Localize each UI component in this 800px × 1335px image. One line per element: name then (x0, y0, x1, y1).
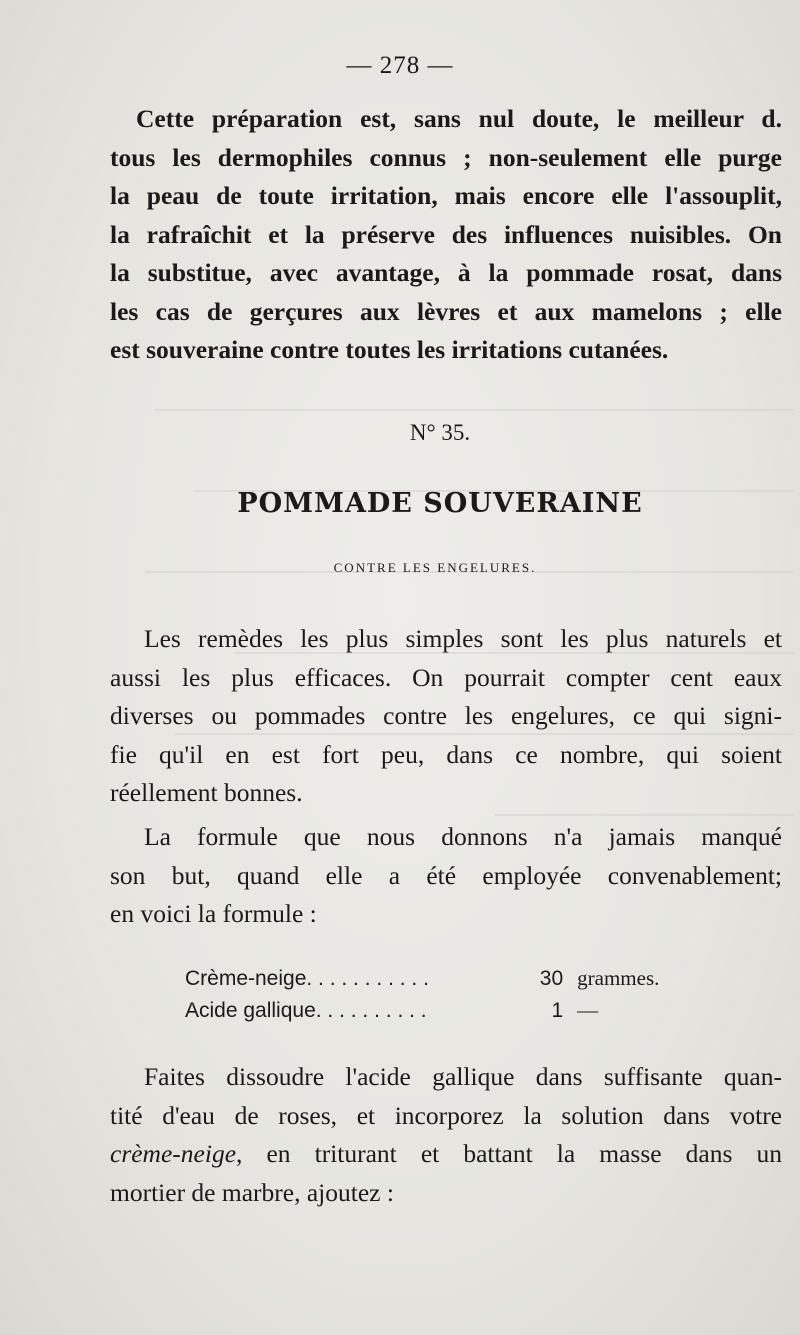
intro-line: les cas de gerçures aux lèvres et aux mamelons ; elle (110, 296, 782, 326)
paragraph-line: aussi les plus efficaces. On pourrait compter cent eaux (110, 662, 782, 692)
ingredient-row (185, 966, 745, 998)
intro-line: est souveraine contre toutes les irritations cutanées. (110, 335, 669, 364)
paragraph-line: Les remèdes les plus simples sont les plus naturels et (144, 624, 782, 653)
intro-line: Cette préparation est, sans nul doute, le meilleur d. (136, 104, 782, 133)
paragraph-line: son but, quand elle a été employée convenablement; (110, 860, 782, 890)
ingredient-name: Crème-neige. . . . . . . . . . . (185, 967, 429, 990)
paragraph-line: tité d'eau de roses, et incorporez la solution dans votre (110, 1100, 782, 1130)
italic-term: crème-neige (110, 1139, 237, 1168)
intro-line: la substitue, avec avantage, à la pommade rosat, dans (110, 258, 782, 287)
recipe-subtitle: CONTRE LES ENGELURES. (333, 560, 537, 575)
ingredient-unit: — (577, 998, 599, 1022)
ingredient-quantity: 1 (551, 999, 564, 1022)
ingredient-row (185, 998, 745, 1030)
intro-line: la rafraîchit et la préserve des influences nuisibles. On (110, 219, 782, 249)
paragraph-remedies (110, 620, 782, 813)
paragraph-line: diverses ou pommades contre les engelures, ce qui signi- (110, 701, 782, 730)
paragraph-line: fie qu'il en est fort peu, dans ce nombre, qui soient (110, 739, 782, 769)
paragraph-line: Faites dissoudre l'acide gallique dans suffisante quan- (144, 1062, 782, 1091)
ingredient-unit: grammes. (577, 966, 660, 990)
ingredient-list (185, 966, 745, 1030)
paragraph-line (110, 1135, 782, 1174)
paragraph-line: mortier de marbre, ajoutez : (110, 1177, 394, 1207)
page-number: — 278 — (346, 52, 454, 79)
paragraph-line: La formule que nous donnons n'a jamais manqué (144, 822, 782, 851)
paragraph-instructions (110, 1058, 782, 1212)
paragraph-line: réellement bonnes. (110, 778, 303, 807)
intro-line: tous les dermophiles connus ; non-seulement elle purge (110, 142, 782, 172)
paragraph-line-rest: , en triturant et battant la masse dans un (236, 1139, 782, 1168)
ingredient-quantity: 30 (539, 967, 564, 990)
intro-paragraph (110, 100, 782, 370)
ingredient-name: Acide gallique. . . . . . . . . . (185, 999, 427, 1022)
paragraph-line: en voici la formule : (110, 899, 317, 928)
paragraph-formula (110, 818, 782, 934)
intro-line: la peau de toute irritation, mais encore elle l'assouplit, (110, 181, 782, 210)
recipe-number: N° 35. (409, 420, 471, 445)
recipe-title: POMMADE SOUVERAINE (237, 488, 643, 519)
